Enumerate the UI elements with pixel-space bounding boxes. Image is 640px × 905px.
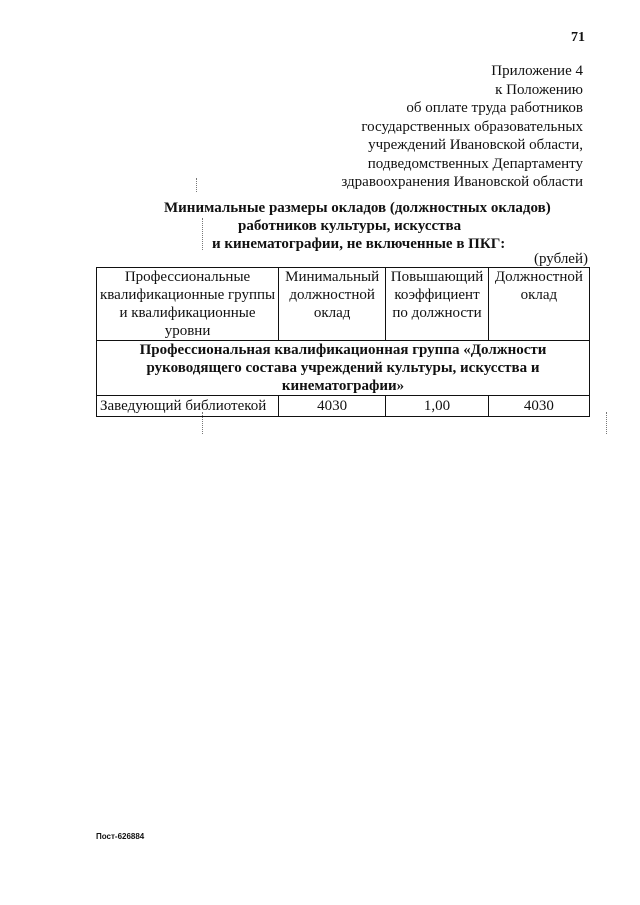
- title-line-3: и кинематографии, не включенные в ПКГ:: [212, 236, 506, 252]
- appendix-line: подведомственных Департаменту: [367, 155, 583, 172]
- appendix-line: здравоохранения Ивановской области: [341, 174, 583, 190]
- scan-mark: [196, 178, 197, 192]
- header-qualification-groups: Профессиональные квалификационные группы и квалификационные уровни: [97, 268, 279, 341]
- appendix-line: к Положению: [495, 81, 583, 98]
- appendix-line: государственных образовательных: [361, 118, 583, 135]
- cell-salary: 4030: [488, 396, 589, 417]
- table-row: [97, 396, 590, 417]
- footer-code: Пост-626884: [96, 832, 145, 841]
- appendix-line: Приложение 4: [491, 63, 583, 79]
- currency-unit: (рублей): [533, 251, 588, 267]
- header-min-salary: Минимальный должностной оклад: [279, 268, 386, 341]
- scan-mark: [202, 218, 203, 250]
- title-line-2: работников культуры, искусства: [238, 218, 462, 234]
- appendix-block: [341, 62, 583, 192]
- scan-mark: [202, 412, 203, 434]
- salary-table: [96, 267, 590, 417]
- appendix-line: об оплате труда работников: [406, 100, 583, 116]
- appendix-line: учреждений Ивановской области,: [368, 137, 583, 153]
- cell-min-salary: 4030: [279, 396, 386, 417]
- header-salary: Должностной оклад: [488, 268, 589, 341]
- cell-coefficient: 1,00: [386, 396, 489, 417]
- header-coefficient: Повышающий коэффициент по должности: [386, 268, 489, 341]
- scan-mark: [606, 412, 607, 434]
- table-group-row: [97, 341, 590, 396]
- title-line-1: Минимальные размеры окладов (должностных окладов): [164, 200, 551, 216]
- group-title: Профессиональная квалификационная группа «Должности руководящего состава учреждений культуры, искусства и кинематографии»: [97, 341, 590, 396]
- cell-position: Заведующий библиотекой: [97, 396, 279, 417]
- page-number: 71: [571, 30, 585, 45]
- table-header-row: [97, 268, 590, 341]
